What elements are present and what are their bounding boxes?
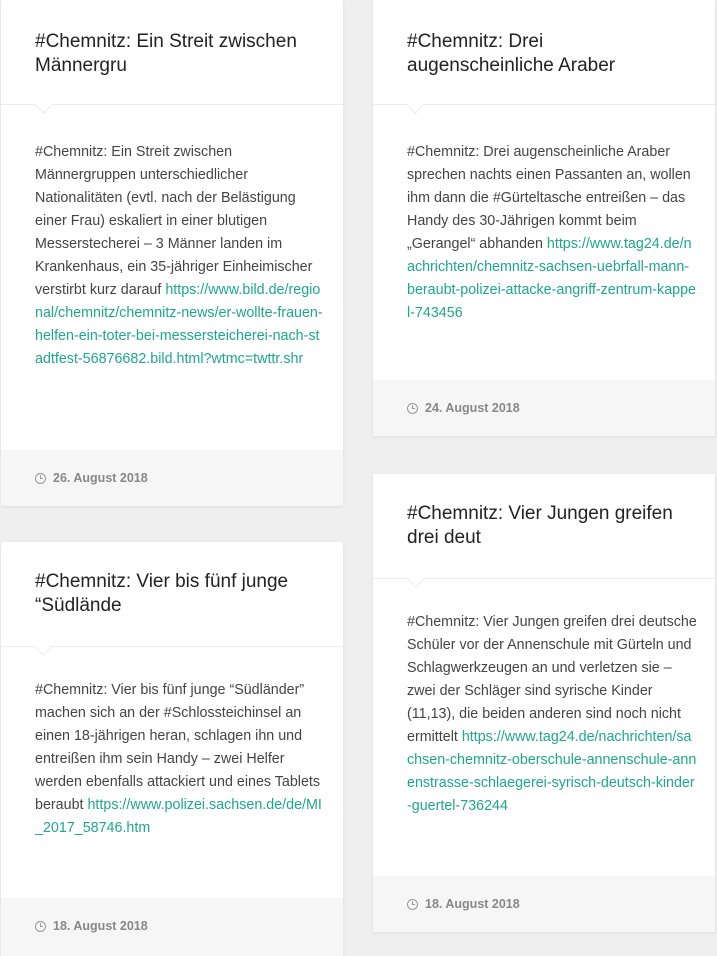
clock-icon: [407, 899, 418, 910]
post-date-text: 18. August 2018: [53, 919, 148, 933]
post-excerpt: [35, 679, 325, 840]
card-header: [1, 0, 343, 105]
post-title[interactable]: #Chemnitz: Vier bis fünf junge “Südlände: [35, 571, 289, 616]
post-date-text: 24. August 2018: [425, 401, 520, 415]
header-notch: [406, 569, 424, 587]
clock-icon: [35, 473, 46, 484]
header-notch: [406, 95, 424, 113]
card-header: [373, 474, 715, 579]
post-date: [35, 471, 148, 485]
post-excerpt: [407, 611, 697, 818]
post-excerpt: [407, 141, 697, 325]
post-text: #Chemnitz: Drei augenscheinliche Araber sprechen nachts einen Passanten an, wollen ihm dann die #Gürteltasche entreißen – das Handy des 30-Jährigen kommt beim „Gerangel“ abhanden: [407, 144, 691, 252]
header-notch: [34, 637, 52, 655]
post-text: #Chemnitz: Vier bis fünf junge “Südländer” machen sich an der #Schlossteichinsel an einen 18-jährigen heran, schlagen ihn und entreißen ihm sein Handy – zwei Helfer werden ebenfalls attackiert und eines Tablets beraubt: [35, 682, 321, 813]
post-link[interactable]: https://www.bild.de/regional/chemnitz/chemnitz-news/er-wollte-frauen-helfen-ein-toter-bei-messersteicherei-nach-stadtfest-56876682.bild.html?wtmc=twttr.shr: [35, 282, 323, 367]
post-text: #Chemnitz: Ein Streit zwischen Männergruppen unterschiedlicher Nationalitäten (evtl. nach der Belästigung einer Frau) eskaliert in einer blutigen Messerstecherei – 3 Männer landen im Krankenhaus, ein 35-jähriger Einheimischer verstirbt kurz darauf: [35, 144, 313, 298]
post-link[interactable]: https://www.polizei.sachsen.de/de/MI_2017_58746.htm: [35, 797, 322, 836]
post-link[interactable]: https://www.tag24.de/nachrichten/sachsen-chemnitz-oberschule-annenschule-annenstrasse-schlaegerei-syrisch-deutsch-kinder-guertel-736244: [407, 729, 697, 814]
post-title[interactable]: #Chemnitz: Vier Jungen greifen drei deut: [407, 503, 673, 548]
post-card: [373, 474, 715, 932]
post-card: [1, 542, 343, 956]
header-notch: [34, 95, 52, 113]
post-card: [373, 0, 715, 436]
post-link[interactable]: https://www.tag24.de/nachrichten/chemnitz-sachsen-uebrfall-mann-beraubt-polizei-attacke-angriff-zentrum-kappel-743456: [407, 236, 696, 321]
post-date: [407, 401, 520, 415]
post-title[interactable]: #Chemnitz: Drei augenscheinliche Araber: [407, 31, 616, 76]
card-footer: [373, 380, 715, 436]
post-date-text: 18. August 2018: [425, 897, 520, 911]
card-footer: [373, 876, 715, 932]
card-header: [373, 0, 715, 105]
post-date: [35, 919, 148, 933]
card-header: [1, 542, 343, 647]
card-footer: [1, 898, 343, 956]
card-footer: [1, 450, 343, 506]
post-title[interactable]: #Chemnitz: Ein Streit zwischen Männergru: [35, 31, 297, 76]
post-date-text: 26. August 2018: [53, 471, 148, 485]
post-excerpt: [35, 141, 325, 371]
post-date: [407, 897, 520, 911]
post-text: #Chemnitz: Vier Jungen greifen drei deutsche Schüler vor der Annenschule mit Gürteln und Schlagwerkzeugen an und verletzen sie – zwei der Schläger sind syrische Kinder (11,13), die beiden anderen sind noch nicht ermittelt: [407, 614, 697, 745]
post-card: [1, 0, 343, 506]
clock-icon: [35, 921, 46, 932]
clock-icon: [407, 403, 418, 414]
